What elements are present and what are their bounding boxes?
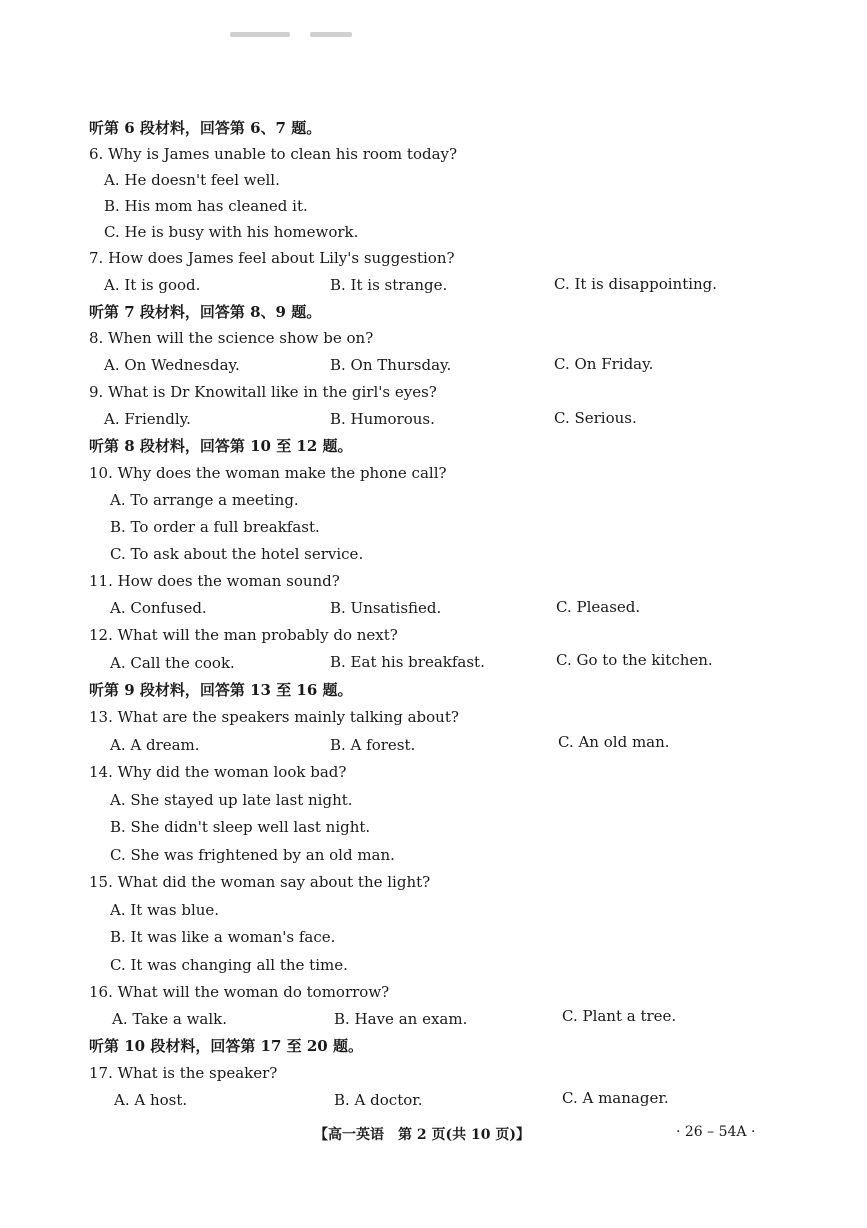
question-10-option-a: A. To arrange a meeting. [110, 491, 299, 509]
section-header-10: 听第 10 段材料，回答第 17 至 20 题。 [89, 1037, 363, 1055]
question-17-option-a: A. A host. [114, 1091, 188, 1109]
question-12-stem: 12. What will the man probably do next? [89, 626, 398, 644]
question-7-stem: 7. How does James feel about Lily's suggestion? [89, 249, 455, 267]
question-12-option-a: A. Call the cook. [110, 654, 235, 672]
bleed-mark [310, 32, 352, 37]
question-14-option-a: A. She stayed up late last night. [110, 791, 353, 809]
question-9-option-c: C. Serious. [554, 409, 637, 427]
question-16-option-a: A. Take a walk. [112, 1010, 228, 1028]
question-13-stem: 13. What are the speakers mainly talking about? [89, 708, 459, 726]
question-12-option-b: B. Eat his breakfast. [330, 653, 485, 671]
section-header-9: 听第 9 段材料，回答第 13 至 16 题。 [89, 681, 353, 699]
question-11-option-b: B. Unsatisfied. [330, 599, 442, 617]
question-14-option-b: B. She didn't sleep well last night. [110, 818, 371, 836]
question-7-option-b: B. It is strange. [330, 276, 448, 294]
question-14-stem: 14. Why did the woman look bad? [89, 763, 347, 781]
question-6-option-b: B. His mom has cleaned it. [104, 197, 308, 215]
question-6-option-a: A. He doesn't feel well. [104, 171, 280, 189]
question-17-stem: 17. What is the speaker? [89, 1064, 278, 1082]
question-15-stem: 15. What did the woman say about the light? [89, 873, 431, 891]
question-16-option-b: B. Have an exam. [334, 1010, 468, 1028]
question-15-option-c: C. It was changing all the time. [110, 956, 348, 974]
question-17-option-c: C. A manager. [562, 1089, 669, 1107]
section-header-8: 听第 8 段材料，回答第 10 至 12 题。 [89, 437, 353, 455]
question-15-option-a: A. It was blue. [110, 901, 220, 919]
question-7-option-c: C. It is disappointing. [554, 275, 718, 293]
question-11-stem: 11. How does the woman sound? [89, 572, 340, 590]
question-9-option-b: B. Humorous. [330, 410, 435, 428]
question-10-option-b: B. To order a full breakfast. [110, 518, 320, 536]
question-10-stem: 10. Why does the woman make the phone call? [89, 464, 447, 482]
question-16-option-c: C. Plant a tree. [562, 1007, 677, 1025]
question-7-option-a: A. It is good. [104, 276, 201, 294]
question-12-option-c: C. Go to the kitchen. [556, 651, 713, 669]
question-16-stem: 16. What will the woman do tomorrow? [89, 983, 390, 1001]
question-13-option-c: C. An old man. [558, 733, 670, 751]
question-13-option-a: A. A dream. [110, 736, 200, 754]
question-14-option-c: C. She was frightened by an old man. [110, 846, 395, 864]
section-header-7: 听第 7 段材料，回答第 8、9 题。 [89, 303, 322, 321]
question-6-stem: 6. Why is James unable to clean his room today? [89, 145, 458, 163]
section-header-6: 听第 6 段材料，回答第 6、7 题。 [89, 119, 322, 137]
question-15-option-b: B. It was like a woman's face. [110, 928, 336, 946]
question-17-option-b: B. A doctor. [334, 1091, 423, 1109]
bleed-mark [230, 32, 290, 37]
question-10-option-c: C. To ask about the hotel service. [110, 545, 364, 563]
question-8-option-c: C. On Friday. [554, 355, 654, 373]
question-9-option-a: A. Friendly. [104, 410, 191, 428]
question-6-option-c: C. He is busy with his homework. [104, 223, 359, 241]
question-8-stem: 8. When will the science show be on? [89, 329, 374, 347]
paper-code: · 26 – 54A · [676, 1124, 756, 1140]
question-9-stem: 9. What is Dr Knowitall like in the girl's eyes? [89, 383, 437, 401]
question-8-option-b: B. On Thursday. [330, 356, 452, 374]
question-8-option-a: A. On Wednesday. [104, 356, 240, 374]
question-11-option-c: C. Pleased. [556, 598, 641, 616]
question-13-option-b: B. A forest. [330, 736, 416, 754]
question-11-option-a: A. Confused. [110, 599, 207, 617]
page-footer: 【高一英语 第 2 页(共 10 页)】 [314, 1127, 530, 1143]
